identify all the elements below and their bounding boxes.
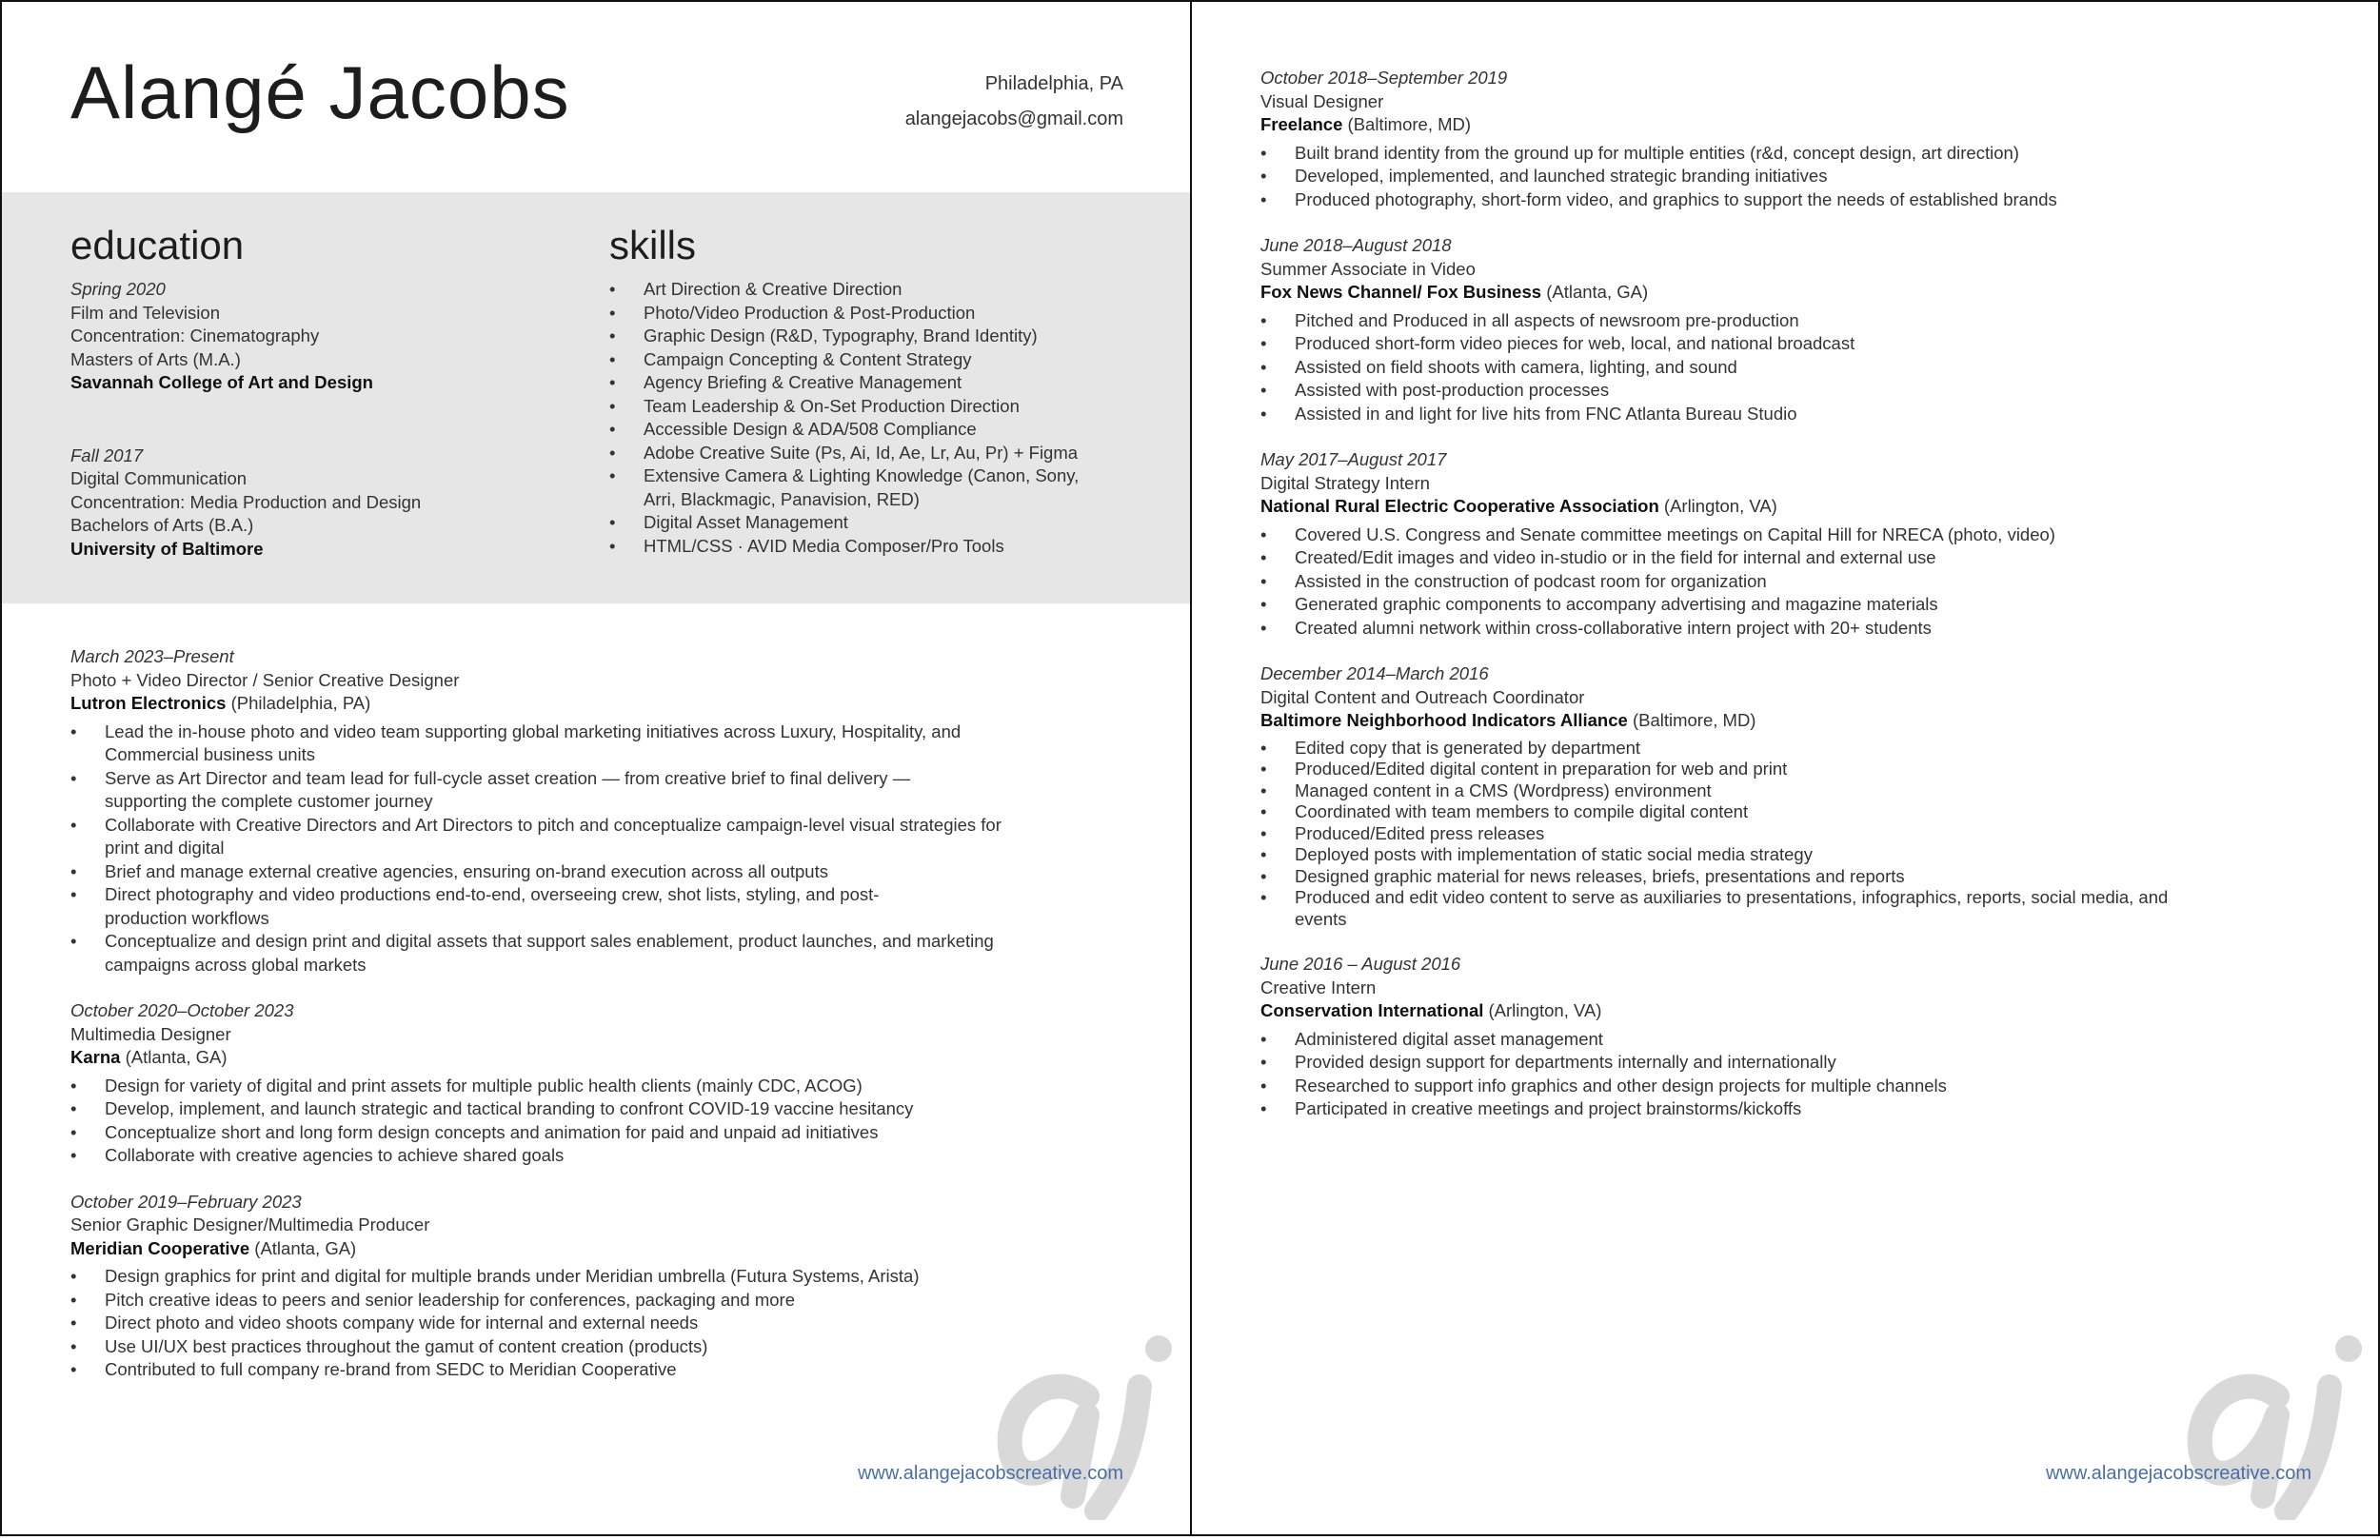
job-bullet: • Direct photo and video shoots company wide for internal and external needs xyxy=(70,1312,1022,1335)
job-bullet: • Assisted on field shoots with camera, lighting, and sound xyxy=(1260,356,2212,380)
job-bullet: • Generated graphic components to accompany advertising and magazine materials xyxy=(1260,593,2212,617)
resume-name: Alangé Jacobs xyxy=(70,50,570,134)
job-date: May 2017–August 2017 xyxy=(1260,449,1447,469)
job-date: October 2020–October 2023 xyxy=(70,1000,294,1020)
job-date: December 2014–March 2016 xyxy=(1260,663,1489,683)
job-company: Karna xyxy=(70,1047,121,1067)
job-bullet: • Contributed to full company re-brand from SEDC to Meridian Cooperative xyxy=(70,1358,1022,1382)
job-bullet: • Produced short-form video pieces for web, local, and national broadcast xyxy=(1260,332,2212,356)
education-skills-band xyxy=(2,192,1190,603)
job-bullet: • Conceptualize and design print and digital assets that support sales enablement, product launches, and marketing campaigns across global markets xyxy=(70,930,1019,977)
job-entry xyxy=(70,645,1022,977)
job-entry xyxy=(70,999,1022,1168)
education-program: Film and Television xyxy=(70,302,220,323)
job-bullet: • Developed, implemented, and launched strategic branding initiatives xyxy=(1260,165,2212,188)
job-title: Summer Associate in Video xyxy=(1260,258,1476,279)
job-company: Freelance xyxy=(1260,114,1343,134)
education-program: Digital Communication xyxy=(70,468,248,488)
job-bullet: • Assisted in and light for live hits from FNC Atlanta Bureau Studio xyxy=(1260,403,2212,426)
job-title: Senior Graphic Designer/Multimedia Producer xyxy=(70,1214,430,1234)
job-location: (Arlington, VA) xyxy=(1663,496,1777,516)
job-bullets xyxy=(70,1075,1022,1168)
job-location: (Atlanta, GA) xyxy=(1546,282,1649,302)
resume-page-1 xyxy=(0,0,1192,1536)
job-date: June 2018–August 2018 xyxy=(1260,235,1452,255)
job-bullet: • Deployed posts with implementation of static social media strategy xyxy=(1260,844,2212,866)
job-entry xyxy=(1260,234,2212,425)
aj-monogram-icon xyxy=(982,1330,1182,1520)
job-bullet: • Collaborate with creative agencies to achieve shared goals xyxy=(70,1144,1022,1168)
job-bullet: • Built brand identity from the ground up for multiple entities (r&d, concept design, art direction) xyxy=(1260,142,2212,166)
job-title: Digital Content and Outreach Coordinator xyxy=(1260,686,1585,707)
education-entry xyxy=(70,278,565,395)
skills-section xyxy=(609,221,1142,558)
job-date: October 2019–February 2023 xyxy=(70,1191,302,1212)
job-location: (Atlanta, GA) xyxy=(125,1047,228,1067)
job-entry xyxy=(1260,448,2212,640)
job-bullet: • Serve as Art Director and team lead for full-cycle asset creation — from creative brief to final delivery — supporting the complete customer journey xyxy=(70,767,962,814)
experience-list xyxy=(1260,67,2212,1121)
skill-item: • Photo/Video Production & Post-Production xyxy=(609,302,1142,326)
job-bullet: • Designed graphic material for news releases, briefs, presentations and reports xyxy=(1260,866,2212,888)
job-bullet: • Produced and edit video content to serve as auxiliaries to presentations, infographics, reports, social media, and events xyxy=(1260,887,2209,930)
contact-block xyxy=(905,67,1123,137)
job-bullet: • Administered digital asset management xyxy=(1260,1028,2212,1052)
job-bullet: • Direct photography and video productions end-to-end, overseeing crew, shot lists, styling, and post-production workflows xyxy=(70,883,904,930)
job-bullet: • Brief and manage external creative agencies, ensuring on-brand execution across all outputs xyxy=(70,860,984,884)
skill-item: • Team Leadership & On-Set Production Direction xyxy=(609,395,1142,419)
job-bullet: • Assisted with post-production processes xyxy=(1260,379,2212,403)
education-heading: education xyxy=(70,223,245,267)
job-bullets xyxy=(1260,738,2212,931)
job-bullet: • Covered U.S. Congress and Senate committee meetings on Capital Hill for NRECA (photo, video) xyxy=(1260,523,2212,547)
education-concentration: Concentration: Cinematography xyxy=(70,326,320,346)
education-school: University of Baltimore xyxy=(70,538,264,559)
aj-monogram-icon xyxy=(2172,1330,2372,1520)
job-location: (Baltimore, MD) xyxy=(1347,114,1472,134)
skill-item: • Campaign Concepting & Content Strategy xyxy=(609,348,1142,372)
job-bullet: • Design graphics for print and digital for multiple brands under Meridian umbrella (Futura Systems, Arista) xyxy=(70,1265,1022,1289)
education-entry xyxy=(70,444,565,562)
job-title: Multimedia Designer xyxy=(70,1023,231,1044)
job-bullet: • Pitch creative ideas to peers and senior leadership for conferences, packaging and more xyxy=(70,1289,1022,1313)
job-company: National Rural Electric Cooperative Association xyxy=(1260,496,1659,516)
portfolio-link[interactable]: www.alangejacobscreative.com xyxy=(2045,1463,2311,1484)
job-bullets xyxy=(70,1265,1022,1382)
skills-heading: skills xyxy=(609,223,696,267)
skill-item: • HTML/CSS · AVID Media Composer/Pro Tools xyxy=(609,535,1142,559)
job-company: Baltimore Neighborhood Indicators Alliance xyxy=(1260,710,1628,730)
skill-item: • Agency Briefing & Creative Management xyxy=(609,371,1142,395)
job-title: Creative Intern xyxy=(1260,977,1377,997)
job-bullet: • Lead the in-house photo and video team supporting global marketing initiatives across Luxury, Hospitality, and Commercial business units xyxy=(70,721,962,767)
education-section xyxy=(70,221,565,561)
job-bullet: • Created alumni network within cross-collaborative intern project with 20+ students xyxy=(1260,617,2212,641)
job-bullets xyxy=(1260,523,2212,641)
job-date: March 2023–Present xyxy=(70,646,234,666)
experience-list xyxy=(70,645,1022,1382)
job-title: Photo + Video Director / Senior Creative Designer xyxy=(70,669,460,690)
job-bullets xyxy=(70,721,1002,977)
job-bullet: • Managed content in a CMS (Wordpress) environment xyxy=(1260,780,2212,802)
job-bullet: • Produced photography, short-form video, and graphics to support the needs of established brands xyxy=(1260,188,2212,212)
skill-item: • Extensive Camera & Lighting Knowledge (Canon, Sony, Arri, Blackmagic, Panavision, RED) xyxy=(609,464,1101,511)
job-company: Meridian Cooperative xyxy=(70,1237,250,1258)
job-location: (Baltimore, MD) xyxy=(1632,710,1756,730)
job-company: Lutron Electronics xyxy=(70,693,227,713)
portfolio-link[interactable]: www.alangejacobscreative.com xyxy=(857,1463,1123,1484)
job-title: Visual Designer xyxy=(1260,90,1384,111)
skills-list xyxy=(609,278,1142,558)
job-bullet: • Coordinated with team members to compile digital content xyxy=(1260,801,2212,823)
job-bullet: • Pitched and Produced in all aspects of newsroom pre-production xyxy=(1260,309,2212,333)
job-bullet: • Conceptualize short and long form design concepts and animation for paid and unpaid ad initiatives xyxy=(70,1121,1022,1145)
education-date: Fall 2017 xyxy=(70,444,144,465)
skill-item: • Accessible Design & ADA/508 Compliance xyxy=(609,418,1142,442)
job-location: (Arlington, VA) xyxy=(1488,1000,1602,1020)
job-entry xyxy=(70,1191,1022,1382)
education-degree: Bachelors of Arts (B.A.) xyxy=(70,515,254,535)
skill-item: • Art Direction & Creative Direction xyxy=(609,278,1142,302)
contact-location: Philadelphia, PA xyxy=(984,73,1123,94)
job-entry xyxy=(1260,662,2212,930)
job-bullets xyxy=(1260,142,2212,212)
job-date: October 2018–September 2019 xyxy=(1260,68,1508,88)
job-bullets xyxy=(1260,309,2212,426)
contact-email[interactable]: alangejacobs@gmail.com xyxy=(904,109,1123,129)
job-date: June 2016 – August 2016 xyxy=(1260,954,1461,974)
job-bullet: • Edited copy that is generated by department xyxy=(1260,738,2212,760)
job-bullet: • Created/Edit images and video in-studio or in the field for internal and external use xyxy=(1260,546,2212,570)
education-concentration: Concentration: Media Production and Design xyxy=(70,491,422,512)
job-company: Conservation International xyxy=(1260,1000,1484,1020)
job-bullet: • Assisted in the construction of podcast room for organization xyxy=(1260,570,2212,594)
education-degree: Masters of Arts (M.A.) xyxy=(70,348,241,369)
skill-item: • Digital Asset Management xyxy=(609,511,1142,535)
job-location: (Atlanta, GA) xyxy=(254,1237,357,1258)
job-bullet: • Collaborate with Creative Directors and Art Directors to pitch and conceptualize campaign-level visual strategies for print and digital xyxy=(70,814,1009,860)
job-bullet: • Provided design support for departments internally and internationally xyxy=(1260,1051,2212,1075)
education-date: Spring 2020 xyxy=(70,279,166,299)
resume-page-2 xyxy=(1190,0,2380,1536)
job-bullet: • Develop, implement, and launch strategic and tactical branding to confront COVID-19 vaccine hesitancy xyxy=(70,1097,1022,1121)
job-bullet: • Researched to support info graphics and other design projects for multiple channels xyxy=(1260,1075,2212,1098)
job-location: (Philadelphia, PA) xyxy=(230,693,371,713)
job-bullet: • Participated in creative meetings and project brainstorms/kickoffs xyxy=(1260,1097,2212,1121)
job-company: Fox News Channel/ Fox Business xyxy=(1260,282,1542,302)
job-bullet: • Produced/Edited digital content in preparation for web and print xyxy=(1260,759,2212,780)
job-title: Digital Strategy Intern xyxy=(1260,472,1430,493)
skill-item: • Graphic Design (R&D, Typography, Brand Identity) xyxy=(609,325,1142,348)
job-entry xyxy=(1260,953,2212,1121)
job-bullet: • Design for variety of digital and print assets for multiple public health clients (mainly CDC, ACOG) xyxy=(70,1075,1022,1098)
skill-item: • Adobe Creative Suite (Ps, Ai, Id, Ae, Lr, Au, Pr) + Figma xyxy=(609,442,1142,465)
job-bullets xyxy=(1260,1028,2212,1121)
job-bullet: • Use UI/UX best practices throughout the gamut of content creation (products) xyxy=(70,1335,1022,1359)
job-bullet: • Produced/Edited press releases xyxy=(1260,823,2212,845)
job-entry xyxy=(1260,67,2212,211)
education-school: Savannah College of Art and Design xyxy=(70,372,373,392)
